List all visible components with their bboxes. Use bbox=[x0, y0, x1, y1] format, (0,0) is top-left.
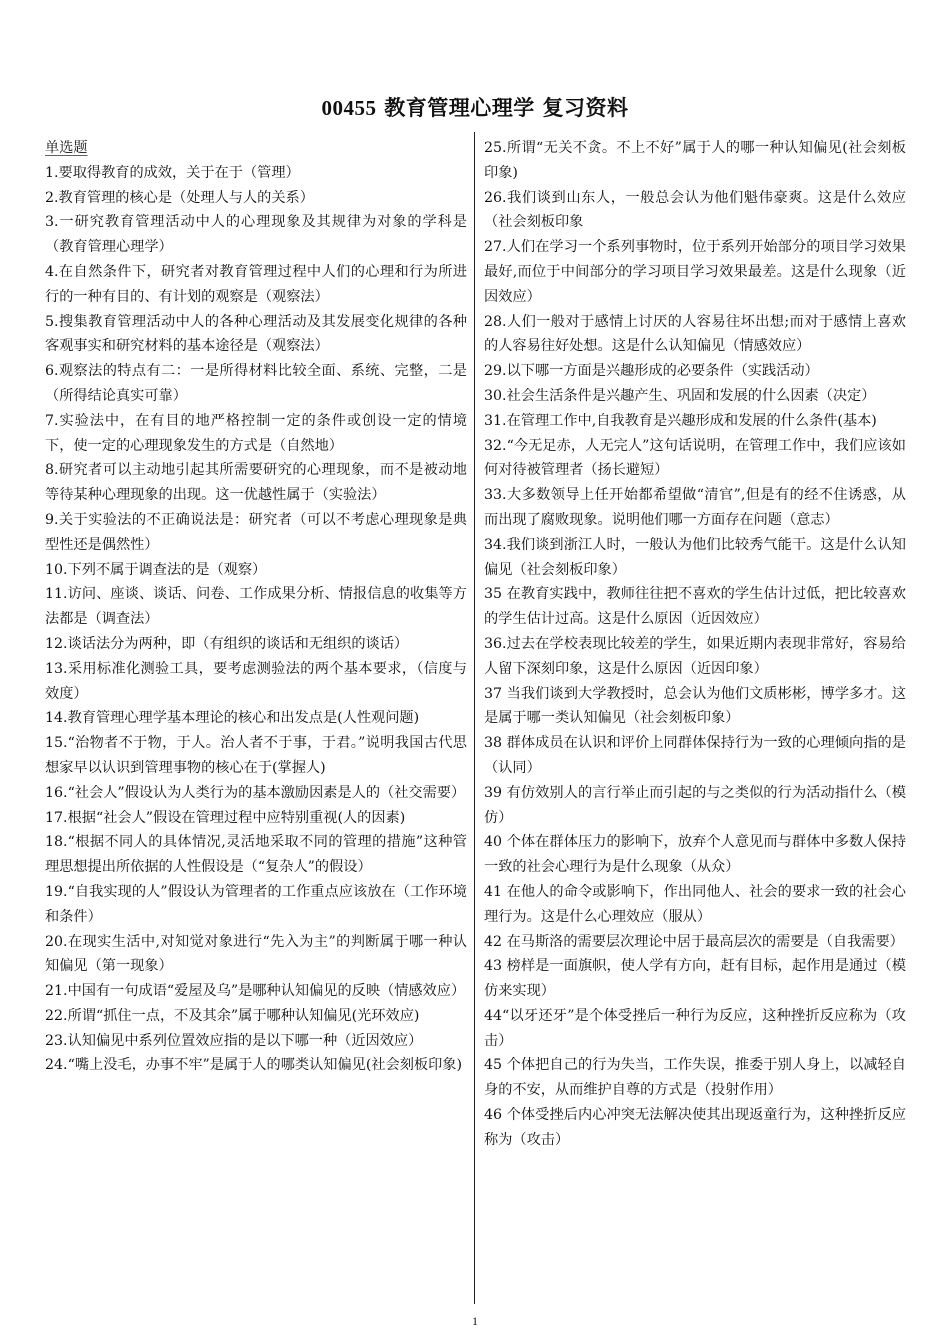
question-item: 11.访问、座谈、谈话、问卷、工作成果分析、情报信息的收集等方法都是（调查法） bbox=[45, 586, 467, 628]
question-item: 8.研究者可以主动地引起其所需要研究的心理现象，而不是被动地等待某种心理现象的出现。这一优越性属于（实验法） bbox=[45, 462, 467, 504]
question-item: 3.一研究教育管理活动中人的心理现象及其规律为对象的学科是（教育管理心理学） bbox=[45, 214, 467, 256]
question-item: 27.人们在学习一个系列事物时，位于系列开始部分的项目学习效果最好,而位于中间部分的学习项目学习效果最差。这是什么现象（近因效应） bbox=[484, 239, 906, 305]
question-item: 13.采用标准化测验工具，要考虑测验法的两个基本要求，（信度与效度） bbox=[45, 660, 467, 702]
question-item: 39 有仿效别人的言行举止而引起的与之类似的行为活动指什么（模仿） bbox=[484, 784, 906, 826]
column-divider bbox=[474, 132, 475, 1304]
question-item: 19.“自我实现的人”假设认为管理者的工作重点应该放在（工作环境和条件） bbox=[45, 883, 467, 925]
question-item: 37 当我们谈到大学教授时，总会认为他们文质彬彬，博学多才。这是属于哪一类认知偏见（社会刻板印象） bbox=[484, 685, 906, 727]
question-item: 12.谈话法分为两种，即（有组织的谈话和无组织的谈话） bbox=[45, 635, 409, 652]
course-code: 00455 bbox=[321, 96, 377, 120]
right-column bbox=[484, 136, 906, 1153]
question-item: 36.过去在学校表现比较差的学生，如果近期内表现非常好，容易给人留下深刻印象，这是什么原因（近因印象） bbox=[484, 635, 906, 677]
question-item: 5.搜集教育管理活动中人的各种心理活动及其发展变化规律的各种客观事实和研究材料的基本途径是（观察法） bbox=[45, 313, 467, 355]
question-item: 32.“今无足赤，人无完人”这句话说明，在管理工作中，我们应该如何对待被管理者（扬长避短） bbox=[484, 437, 906, 479]
question-item: 4.在自然条件下，研究者对教育管理过程中人们的心理和行为所进行的一种有目的、有计划的观察是（观察法） bbox=[45, 263, 467, 305]
section-heading: 单选题 bbox=[45, 140, 88, 156]
question-item: 25.所谓“无关不贪。不上不好”属于人的哪一种认知偏见(社会刻板印象) bbox=[484, 140, 906, 181]
title-text: 教育管理心理学 复习资料 bbox=[376, 95, 629, 120]
question-item: 6.观察法的特点有二：一是所得材料比较全面、系统、完整，二是（所得结论真实可靠） bbox=[45, 363, 467, 404]
question-item: 1.要取得教育的成效，关于在于（管理） bbox=[45, 164, 300, 181]
question-item: 43 榜样是一面旗帜，使人学有方向，赶有目标，起作用是通过（模仿来实现） bbox=[484, 958, 906, 1000]
left-column bbox=[45, 136, 467, 1078]
question-item: 44“以牙还牙”是个体受挫后一种行为反应，这种挫折反应称为（攻击） bbox=[484, 1007, 906, 1049]
question-item: 17.根据“社会人”假设在管理过程中应特别重视(人的因素) bbox=[45, 809, 406, 826]
question-item: 24.“嘴上没毛，办事不牢”是属于人的哪类认知偏见(社会刻板印象) bbox=[45, 1057, 463, 1074]
question-item: 23.认知偏见中系列位置效应指的是以下哪一种（近因效应） bbox=[45, 1032, 423, 1049]
question-list-left bbox=[45, 161, 467, 1078]
question-item: 41 在他人的命令或影响下，作出同他人、社会的要求一致的社会心理行为。这是什么心理效应（服从） bbox=[484, 883, 906, 925]
question-item: 20.在现实生活中,对知觉对象进行“先入为主”的判断属于哪一种认知偏见（第一现象） bbox=[45, 933, 467, 975]
question-item: 15.“治物者不于物，于人。治人者不于事，于君。”说明我国古代思想家早以认识到管理事物的核心在于(掌握人) bbox=[45, 735, 467, 776]
question-item: 35 在教育实践中，教师往往把不喜欢的学生估计过低，把比较喜欢的学生估计过高。这是什么原因（近因效应） bbox=[484, 586, 906, 628]
question-item: 31.在管理工作中,自我教育是兴趣形成和发展的什么条件(基本) bbox=[484, 412, 877, 429]
question-item: 9.关于实验法的不正确说法是：研究者（可以不考虑心理现象是典型性还是偶然性） bbox=[45, 511, 467, 553]
question-item: 38 群体成员在认识和评价上同群体保持行为一致的心理倾向指的是（认同） bbox=[484, 735, 906, 776]
question-item: 18.“根据不同人的具体情况,灵活地采取不同的管理的措施”这种管理思想提出所依据的人性假设是（“复杂人”的假设） bbox=[45, 834, 467, 876]
question-item: 10.下列不属于调查法的是（观察） bbox=[45, 561, 267, 578]
question-item: 16.“社会人”假设认为人类行为的基本激励因素是人的（社交需要） bbox=[45, 784, 466, 801]
question-item: 22.所谓“抓住一点，不及其余”属于哪种认知偏见(光环效应) bbox=[45, 1007, 420, 1024]
question-item: 14.教育管理心理学基本理论的核心和出发点是(人性观问题) bbox=[45, 710, 420, 727]
document-title bbox=[0, 92, 950, 122]
page-number: 1 bbox=[472, 1314, 478, 1328]
question-item: 30.社会生活条件是兴趣产生、巩固和发展的什么因素（决定） bbox=[484, 387, 876, 404]
question-item: 28.人们一般对于感情上讨厌的人容易往坏出想;而对于感情上喜欢的人容易往好处想。这是什么认知偏见（情感效应） bbox=[484, 313, 906, 355]
question-item: 29.以下哪一方面是兴趣形成的必要条件（实践活动） bbox=[484, 363, 819, 380]
question-item: 7.实验法中，在有目的地严格控制一定的条件或创设一定的情境下，使一定的心理现象发生的方式是（自然地） bbox=[45, 412, 467, 454]
question-item: 26.我们谈到山东人，一般总会认为他们魁伟豪爽。这是什么效应（社会刻板印象 bbox=[484, 189, 906, 231]
question-item: 45 个体把自己的行为失当，工作失误，推委于别人身上，以减轻自身的不安，从而维护自尊的方式是（投射作用） bbox=[484, 1057, 906, 1099]
question-item: 21.中国有一句成语“爱屋及乌”是哪种认知偏见的反映（情感效应） bbox=[45, 983, 466, 1000]
question-item: 40 个体在群体压力的影响下，放弃个人意见而与群体中多数人保持一致的社会心理行为是什么现象（从众） bbox=[484, 834, 906, 876]
question-item: 34.我们谈到浙江人时，一般认为他们比较秀气能干。这是什么认知偏见（社会刻板印象） bbox=[484, 536, 906, 578]
question-item: 33.大多数领导上任开始都希望做“清官”,但是有的经不住诱惑，从而出现了腐败现象。说明他们哪一方面存在问题（意志） bbox=[484, 487, 906, 528]
question-list-right bbox=[484, 136, 906, 1153]
question-item: 2.教育管理的核心是（处理人与人的关系） bbox=[45, 189, 314, 206]
question-item: 42 在马斯洛的需要层次理论中居于最高层次的需要是（自我需要） bbox=[484, 933, 904, 950]
question-item: 46 个体受挫后内心冲突无法解决使其出现返童行为，这种挫折反应称为（攻击） bbox=[484, 1107, 906, 1148]
